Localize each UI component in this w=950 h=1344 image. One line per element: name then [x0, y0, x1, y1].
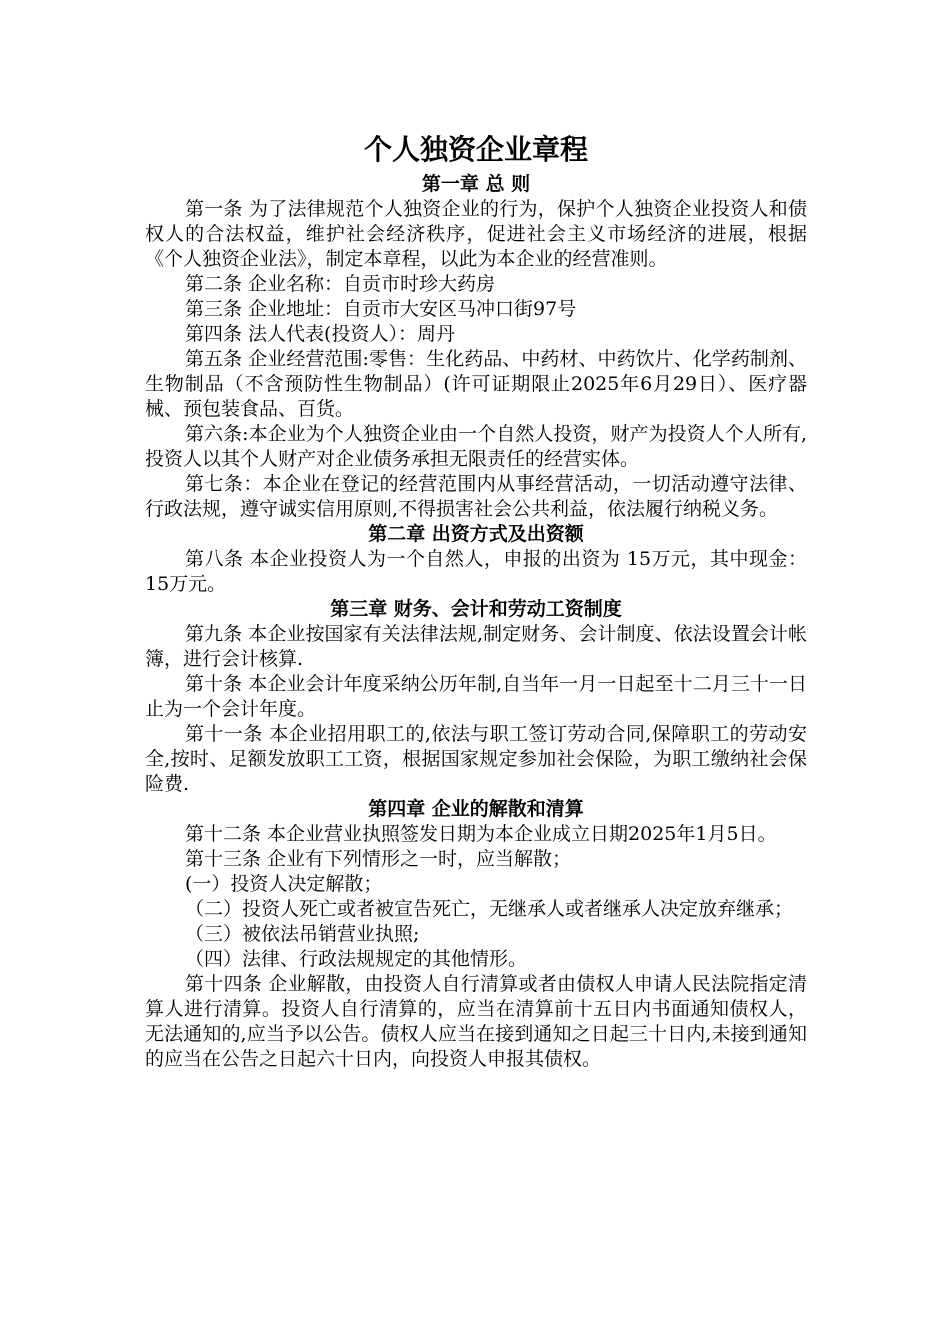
chapter-heading: 第二章 出资方式及出资额 — [368, 523, 584, 545]
document-page — [145, 128, 807, 1072]
article-paragraph: 第七条：本企业在登记的经营范围内从事经营活动，一切活动遵守法律、行政法规，遵守诚实信用原则,不得损害社会公共利益，依法履行纳税义务。 — [145, 473, 807, 520]
article-paragraph: 第五条 企业经营范围:零售：生化药品、中药材、中药饮片、化学药制剂、生物制品（不含预防性生物制品）(许可证期限止2025年6月29日）、医疗器械、预包装食品、百货。 — [145, 348, 807, 420]
article-paragraph: 第四条 法人代表(投资人）：周丹 — [185, 323, 455, 345]
article-paragraph: 第八条 本企业投资人为一个自然人，申报的出资为 15万元，其中现金： 15万元。 — [145, 548, 807, 595]
article-paragraph: 第十一条 本企业招用职工的,依法与职工签订劳动合同,保障职工的劳动安全,按时、足额发放职工工资，根据国家规定参加社会保险，为职工缴纳社会保险费. — [145, 723, 807, 795]
article-paragraph: 第十三条 企业有下列情形之一时，应当解散； — [185, 848, 572, 870]
document-title: 个人独资企业章程 — [363, 133, 588, 166]
article-paragraph: 第九条 本企业按国家有关法律法规,制定财务、会计制度、依法设置会计帐簿，进行会计核算. — [145, 623, 807, 670]
list-item: （二）投资人死亡或者被宣告死亡，无继承人或者继承人决定放弃继承； — [185, 898, 794, 920]
article-paragraph: 第六条:本企业为个人独资企业由一个自然人投资，财产为投资人个人所有,投资人以其个人财产对企业债务承担无限责任的经营实体。 — [145, 423, 807, 470]
list-item: （三）被依法吊销营业执照; — [185, 923, 420, 945]
article-paragraph: 第一条 为了法律规范个人独资企业的行为，保护个人独资企业投资人和债权人的合法权益，维护社会经济秩序，促进社会主义市场经济的进展，根据《个人独资企业法》，制定本章程，以此为本企业的经营准则。 — [145, 198, 807, 270]
chapter-heading: 第四章 企业的解散和清算 — [368, 798, 584, 820]
article-paragraph: 第二条 企业名称：自贡市时珍大药房 — [185, 273, 496, 295]
article-paragraph: 第十四条 企业解散，由投资人自行清算或者由债权人申请人民法院指定清算人进行清算。投资人自行清算的，应当在清算前十五日内书面通知债权人，无法通知的,应当予以公告。债权人应当在接到通知之日起三十日内,未接到通知的应当在公告之日起六十日内，向投资人申报其债权。 — [145, 973, 807, 1070]
list-item: （四）法律、行政法规规定的其他情形。 — [185, 948, 528, 970]
article-paragraph: 第十条 本企业会计年度采纳公历年制,自当年一月一日起至十二月三十一日止为一个会计年度。 — [145, 673, 807, 720]
chapter-heading: 第一章 总 则 — [421, 173, 531, 195]
chapter-heading: 第三章 财务、会计和劳动工资制度 — [330, 598, 622, 620]
article-paragraph: 第十二条 本企业营业执照签发日期为本企业成立日期2025年1月5日。 — [185, 823, 777, 845]
list-item: (一）投资人决定解散； — [185, 873, 383, 895]
article-paragraph: 第三条 企业地址：自贡市大安区马冲口街97号 — [185, 298, 577, 320]
